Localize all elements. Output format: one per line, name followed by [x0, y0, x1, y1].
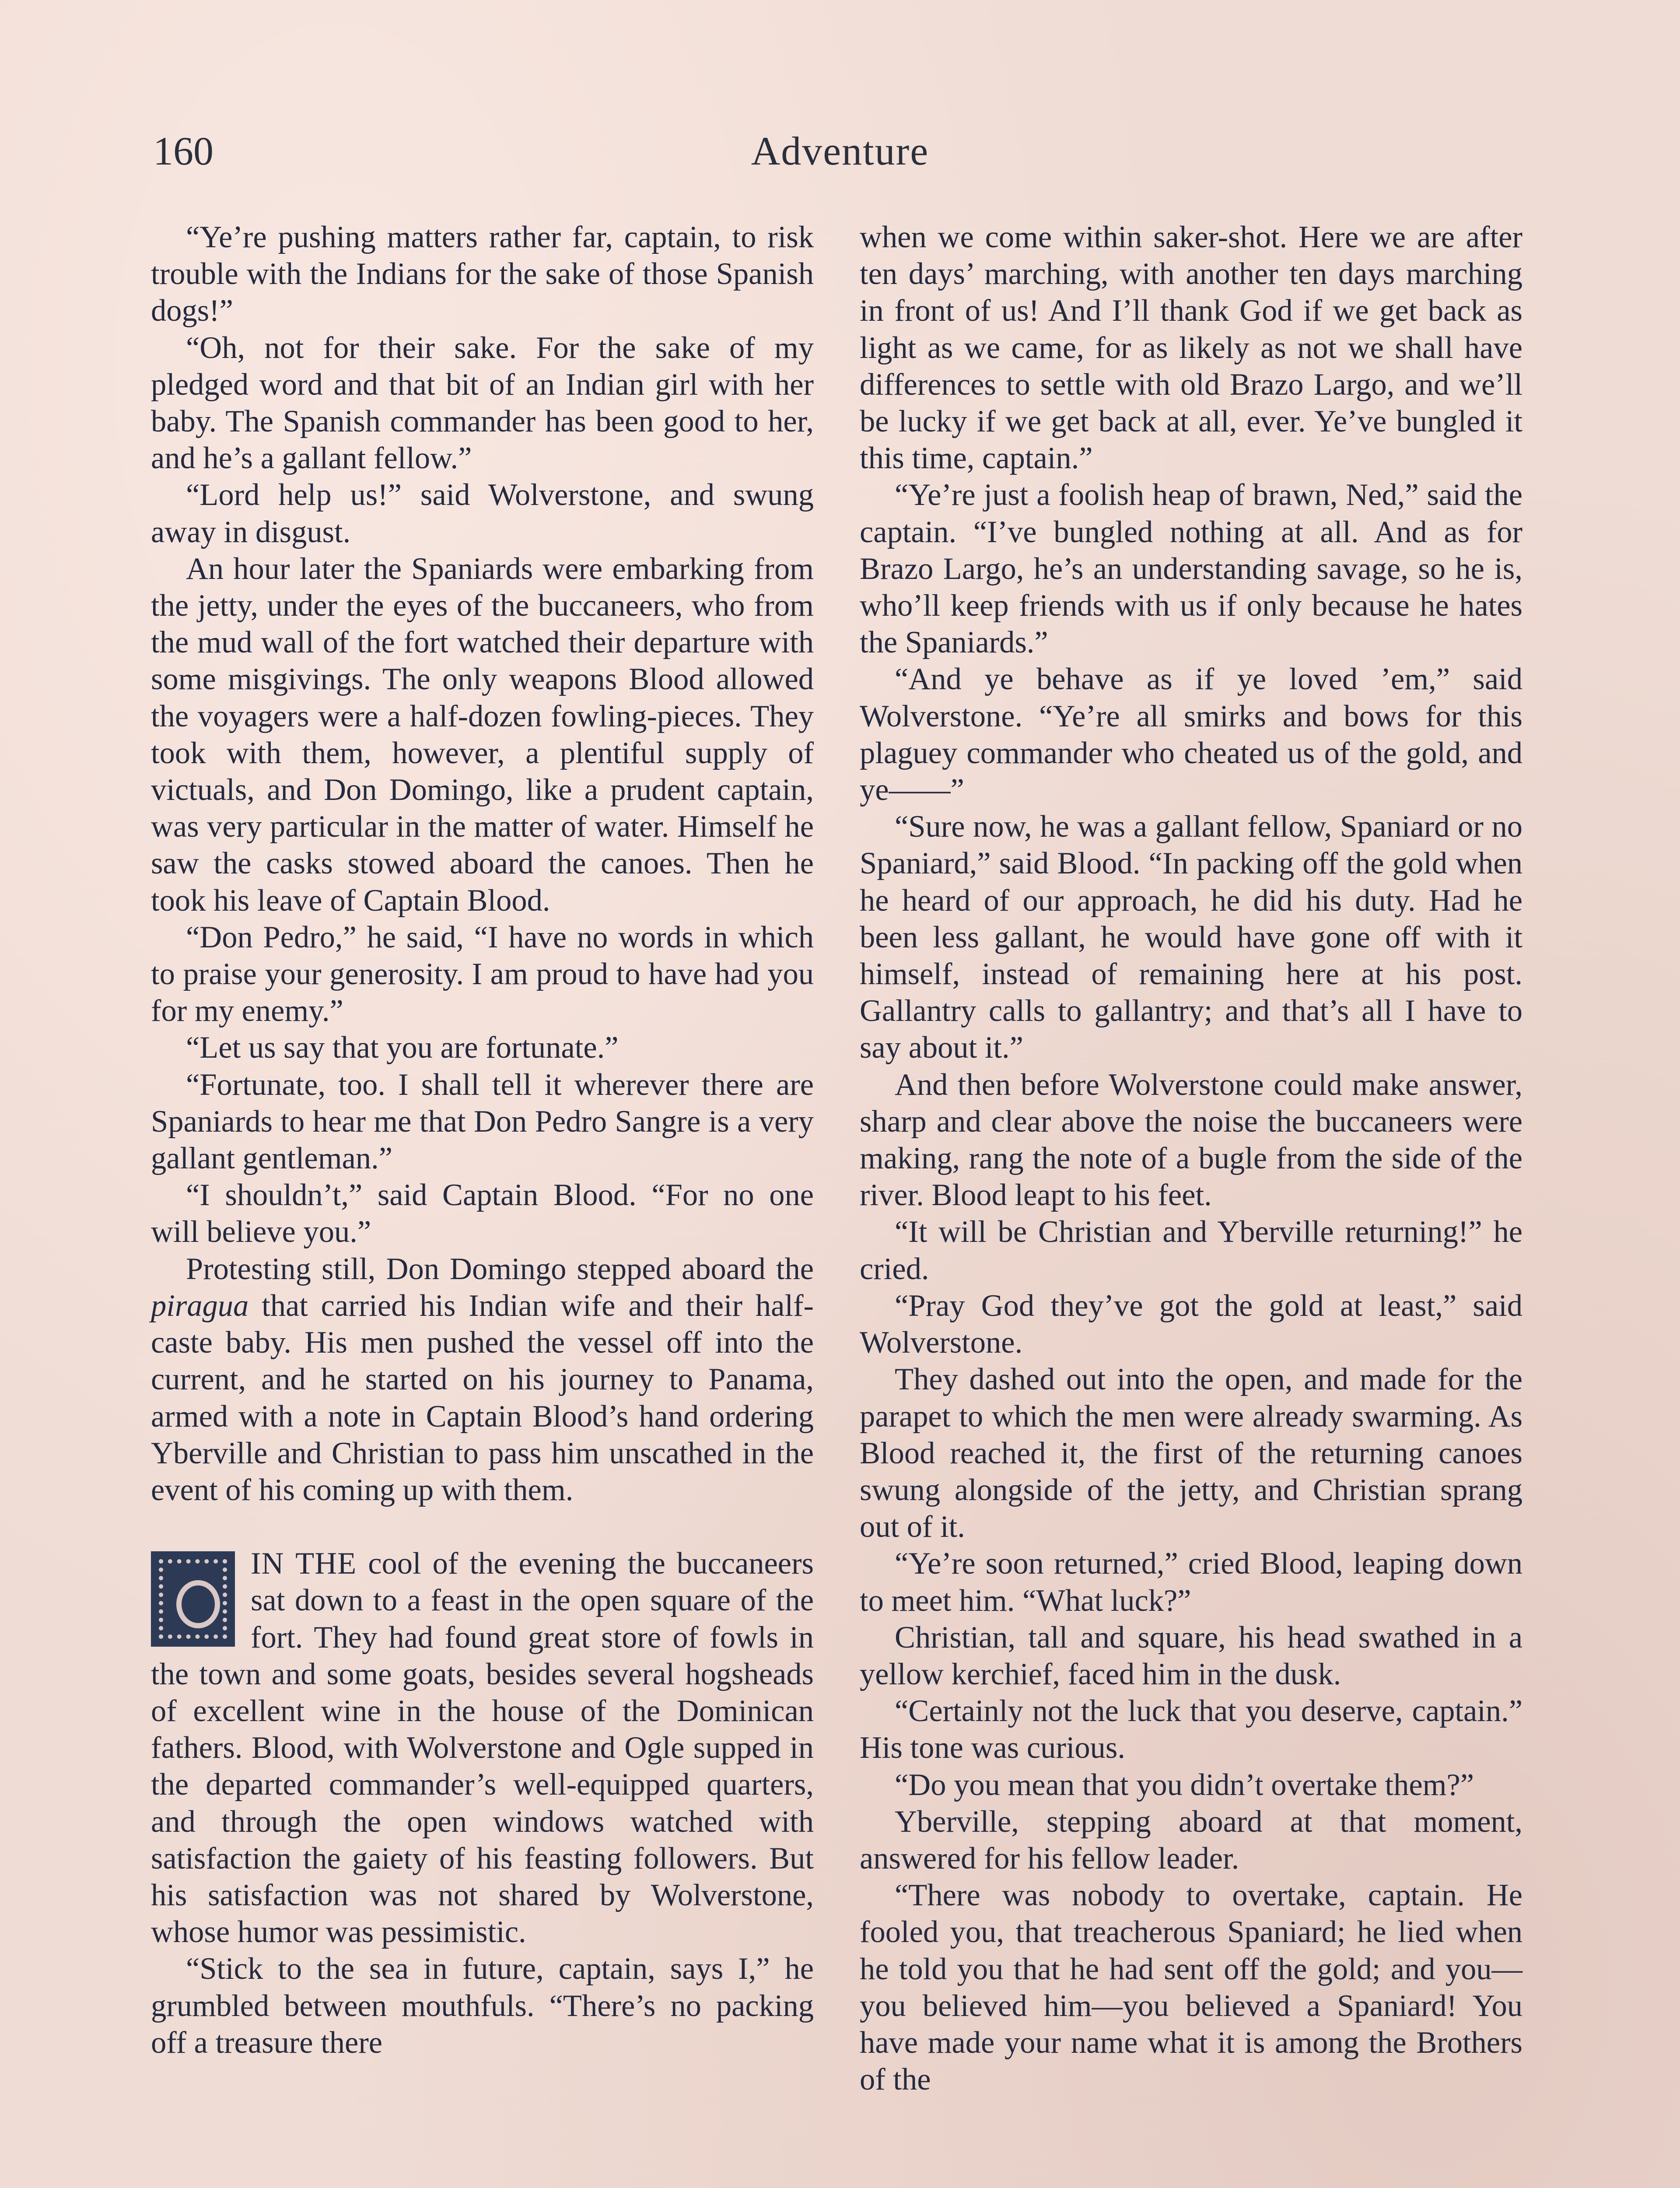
section-opening-paragraph	[151, 1545, 814, 1950]
paragraph: “Don Pedro,” he said, “I have no words in which to praise your generosity. I am proud to have had you for my enemy.”	[151, 920, 814, 1028]
paragraph: “Ye’re just a foolish heap of brawn, Ned,” said the captain. “I’ve bungled nothing at all. And as for Brazo Largo, he’s an understanding savage, so he is, who’ll keep friends with us if only because he hates the Spaniards.”	[860, 478, 1522, 660]
running-head: Adventure	[751, 129, 929, 173]
left-column	[151, 219, 814, 2061]
paragraph: “Fortunate, too. I shall tell it wherever there are Spaniards to hear me that Don Pedro Sangre is a very gallant gentleman.”	[151, 1067, 814, 1176]
paragraph: “Sure now, he was a gallant fellow, Spaniard or no Spaniard,” said Blood. “In packing off the gold when he heard of our approach, he did his duty. Had he been less gallant, he would have gone off with it himself, instead of remaining here at his post. Gallantry calls to gallantry; and that’s all I have to say about it.”	[860, 810, 1522, 1065]
paragraph: “Lord help us!” said Wolverstone, and swung away in disgust.	[151, 478, 814, 549]
paragraph: “And ye behave as if ye loved ’em,” said Wolverstone. “Ye’re all smirks and bows for this plaguey commander who cheated us of the gold, and ye——”	[860, 662, 1522, 807]
paragraph: “Do you mean that you didn’t overtake them?”	[895, 1767, 1474, 1802]
paragraph: “It will be Christian and Yberville returning!” he cried.	[860, 1215, 1522, 1286]
paragraph: And then before Wolverstone could make answer, sharp and clear above the noise the buccaneers were making, rang the note of a bugle from the side of the river. Blood leapt to his feet.	[860, 1067, 1522, 1213]
paragraph: “Pray God they’ve got the gold at least,” said Wolverstone.	[860, 1288, 1522, 1360]
paragraph: “Oh, not for their sake. For the sake of my pledged word and that bit of an Indian girl with her baby. The Spanish commander has been good to her, and he’s a gallant fellow.”	[151, 330, 814, 476]
paragraph: “There was nobody to overtake, captain. He fooled you, that treacherous Spaniard; he lied when he told you that he had sent off the gold; and you—you believed him—you believed a Spaniard! You have made your name what it is among the Brothers of the	[860, 1878, 1522, 2097]
page-number: 160	[153, 129, 214, 173]
text-span: cool of the evening the buccaneers sat down to a feast in the open square of the fort. They had found great store of fowls in the town and some goats, besides several hogsheads of excellent wine in the house of the Dominican fathers. Blood, with Wolverstone and Ogle supped in the departed commander’s well-equipped quarters, and through the open windows watched with satisfaction the gaiety of his feasting followers. But his satisfaction was not shared by Wolverstone, whose humor was pessimistic.	[151, 1546, 814, 1950]
section-lead-caps: IN THE	[251, 1546, 357, 1581]
paragraph: “Ye’re pushing matters rather far, captain, to risk trouble with the Indians for the sake of those Spanish dogs!”	[151, 220, 814, 328]
text-span: Protesting still, Don Domingo stepped aboard the	[186, 1252, 814, 1286]
paragraph: “Stick to the sea in future, captain, says I,” he grumbled between mouthfuls. “There’s no packing off a treasure there	[151, 1952, 814, 2060]
section-break	[151, 1508, 814, 1545]
paragraph: “I shouldn’t,” said Captain Blood. “For no one will believe you.”	[151, 1178, 814, 1249]
ornamental-initial-icon	[151, 1551, 235, 1647]
paragraph: They dashed out into the open, and made for the parapet to which the men were already swarming. As Blood reached it, the first of the returning canoes swung alongside of the jetty, and Christian sprang out of it.	[860, 1362, 1522, 1544]
paragraph: “Certainly not the luck that you deserve, captain.” His tone was curious.	[860, 1694, 1522, 1765]
continued-paragraph: when we come within saker-shot. Here we are after ten days’ marching, with another ten days marching in front of us! And I’ll thank God if we get back as light as we came, for as likely as not we shall have differences to settle with old Brazo Largo, and we’ll be lucky if we get back at all, ever. Ye’ve bungled it this time, captain.”	[860, 220, 1522, 476]
paragraph: “Ye’re soon returned,” cried Blood, leaping down to meet him. “What luck?”	[860, 1546, 1522, 1618]
italic-word: piragua	[151, 1288, 249, 1323]
right-column	[860, 219, 1522, 2098]
text-span: that carried his Indian wife and their half-caste baby. His men pushed the vessel off into the current, and he started on his journey to Panama, armed with a note in Captain Blood’s hand ordering Yberville and Christian to pass him unscathed in the event of his coming up with them.	[151, 1288, 814, 1507]
paragraph: Christian, tall and square, his head swathed in a yellow kerchief, faced him in the dusk.	[860, 1620, 1522, 1691]
paragraph-piragua	[151, 1251, 814, 1508]
paragraph: “Let us say that you are fortunate.”	[186, 1031, 619, 1065]
paragraph: Yberville, stepping aboard at that moment, answered for his fellow leader.	[860, 1804, 1522, 1876]
paragraph: An hour later the Spaniards were embarking from the jetty, under the eyes of the buccaneers, who from the mud wall of the fort watched their departure with some misgivings. The only weapons Blood allowed the voyagers were a half-dozen fowling-pieces. They took with them, however, a plentiful supply of victuals, and Don Domingo, like a prudent captain, was very particular in the matter of water. Himself he saw the casks stowed aboard the canoes. Then he took his leave of Captain Blood.	[151, 551, 814, 918]
